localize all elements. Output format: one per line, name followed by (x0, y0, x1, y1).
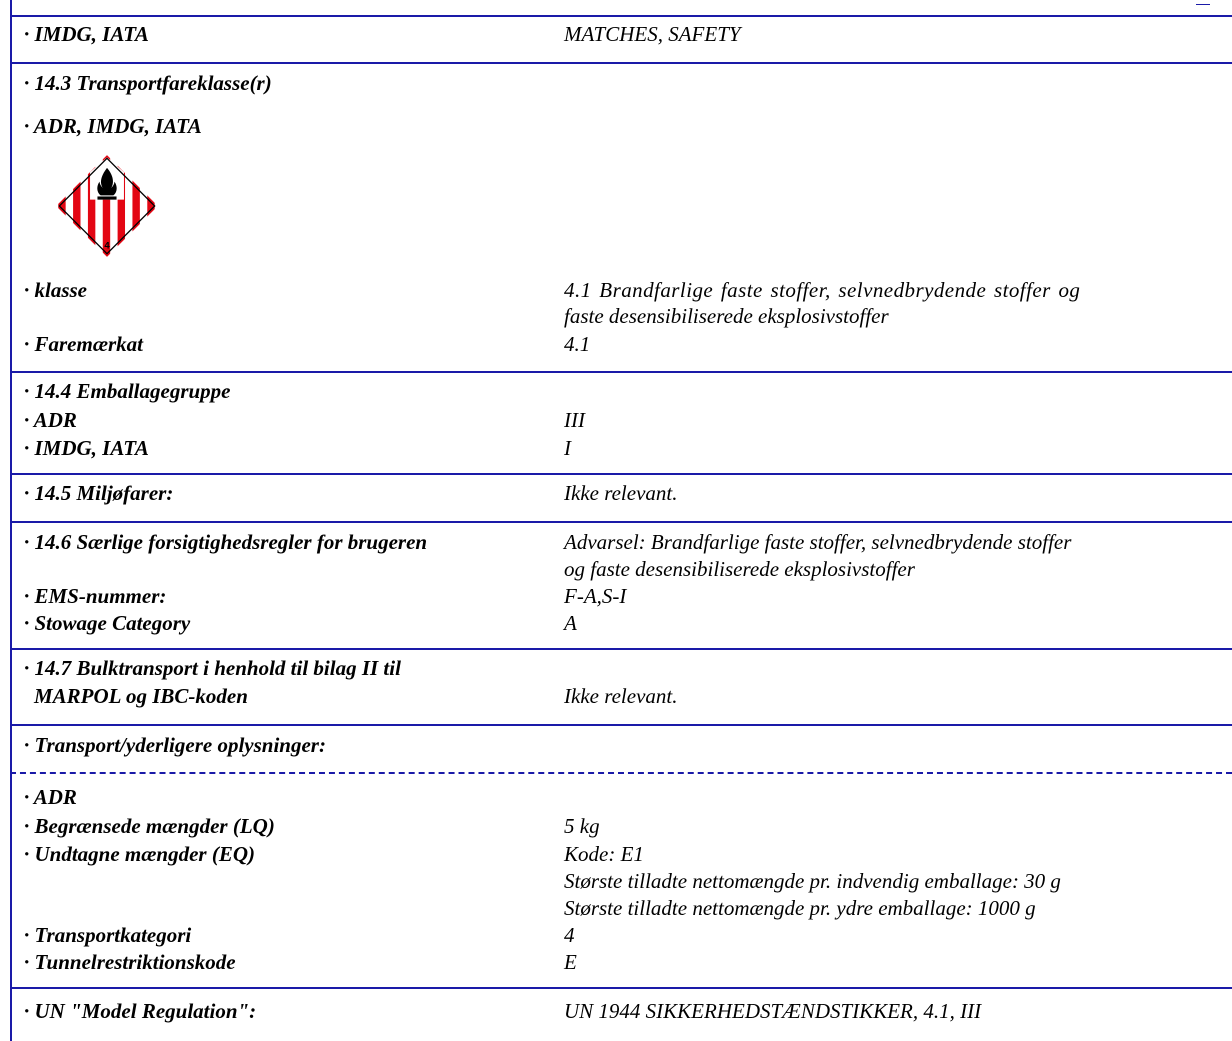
label: · ADR, IMDG, IATA (24, 114, 202, 138)
section-heading: · 14.3 Transportfareklasse(r) (24, 71, 272, 95)
label: · ADR (24, 408, 77, 432)
value: A (564, 611, 577, 635)
svg-text:4: 4 (104, 240, 110, 252)
label: · klasse (24, 278, 87, 302)
value: I (564, 436, 571, 460)
value-line: faste desensibiliserede eksplosivstoffer (564, 304, 889, 328)
divider (10, 521, 1232, 523)
label: · Undtagne mængder (EQ) (24, 842, 256, 866)
divider (10, 15, 1232, 17)
value: Ikke relevant. (564, 684, 678, 708)
value: F-A,S-I (564, 584, 627, 608)
flammable-solid-hazard-icon (54, 153, 160, 259)
section-heading: · 14.6 Særlige forsigtighedsregler for brugeren (24, 530, 428, 554)
section-heading: MARPOL og IBC-koden (34, 684, 248, 708)
label: · IMDG, IATA (24, 22, 149, 46)
section-heading: · 14.5 Miljøfarer: (24, 481, 174, 505)
label: · Faremærkat (24, 332, 144, 356)
label: · UN "Model Regulation": (24, 999, 257, 1023)
divider (10, 987, 1232, 989)
value: MATCHES, SAFETY (564, 22, 741, 46)
label: · IMDG, IATA (24, 436, 149, 460)
label: · Stowage Category (24, 611, 191, 635)
label: · Begrænsede mængder (LQ) (24, 814, 275, 838)
divider (10, 473, 1232, 475)
label: · Transportkategori (24, 923, 192, 947)
value: Ikke relevant. (564, 481, 678, 505)
dashed-divider (10, 772, 1232, 774)
value: 4.1 (564, 332, 591, 356)
label: · Tunnelrestriktionskode (24, 950, 236, 974)
value: 5 kg (564, 814, 600, 838)
value: UN 1944 SIKKERHEDSTÆNDSTIKKER, 4.1, III (564, 999, 982, 1023)
divider (10, 62, 1232, 64)
value: III (564, 408, 585, 432)
value-line: 4.1 Brandfarlige faste stoffer, selvnedbrydende stoffer og (564, 278, 1081, 302)
section-heading: · 14.4 Emballagegruppe (24, 379, 231, 403)
top-right-mark (1196, 0, 1210, 5)
value: 4 (564, 923, 575, 947)
value: E (564, 950, 577, 974)
divider (10, 648, 1232, 650)
label: · EMS-nummer: (24, 584, 167, 608)
label: · ADR (24, 785, 77, 809)
divider (10, 724, 1232, 726)
value-line: Største tilladte nettomængde pr. indvendig emballage: 30 g (564, 869, 1061, 893)
value-line: og faste desensibiliserede eksplosivstoffer (564, 557, 915, 581)
value-line: Største tilladte nettomængde pr. ydre emballage: 1000 g (564, 896, 1036, 920)
section-heading: · Transport/yderligere oplysninger: (24, 733, 326, 757)
value-line: Kode: E1 (564, 842, 644, 866)
value-line: Advarsel: Brandfarlige faste stoffer, selvnedbrydende stoffer (564, 530, 1072, 554)
section-heading: · 14.7 Bulktransport i henhold til bilag II til (24, 656, 401, 680)
divider (10, 371, 1232, 373)
